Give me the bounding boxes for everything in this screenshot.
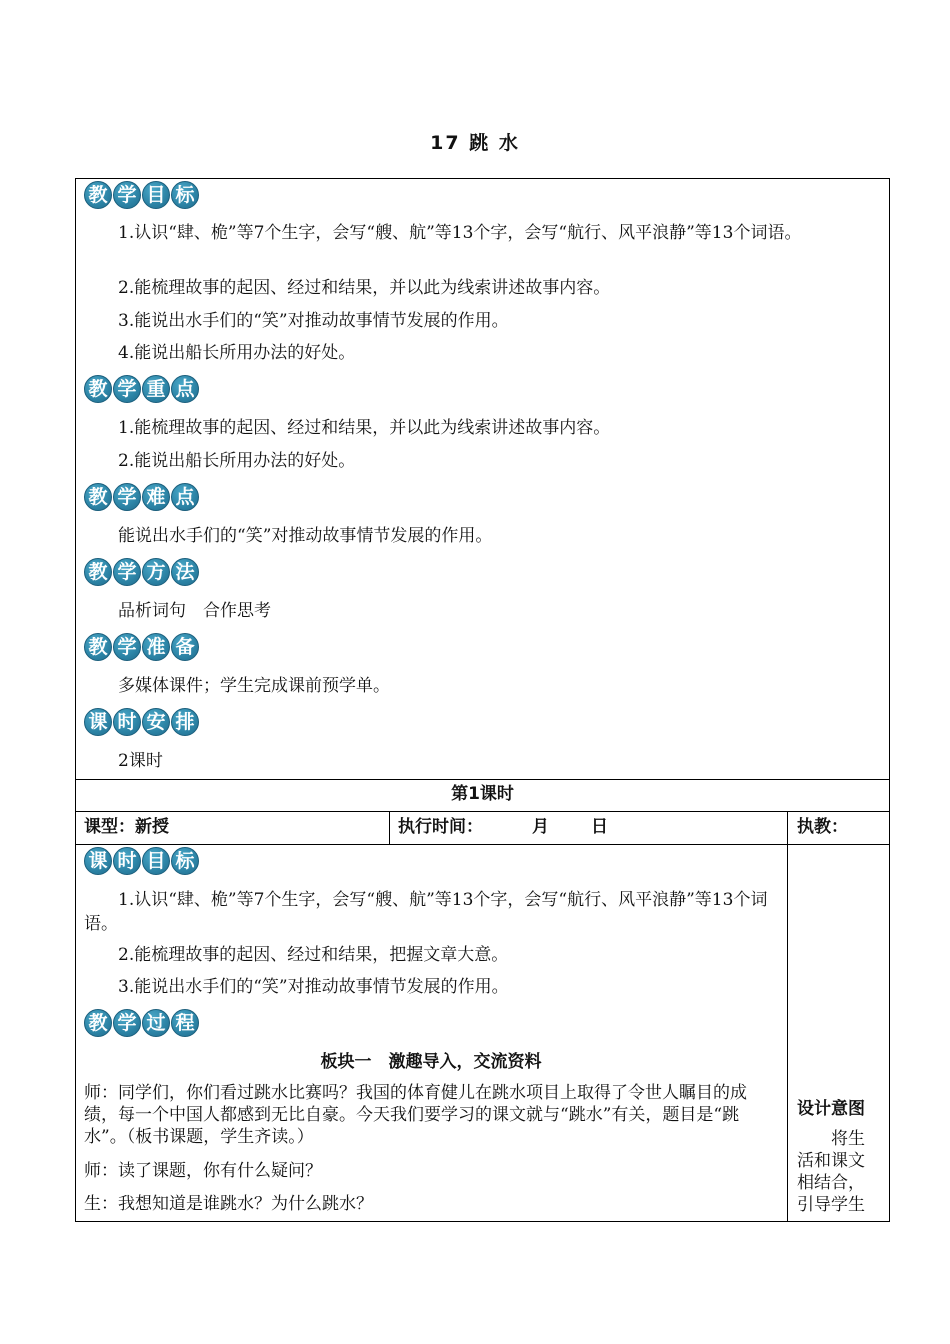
key-point-item: 1.能梳理故事的起因、经过和结果，并以此为线索讲述故事内容。 (118, 418, 611, 438)
goal-item: 2.能梳理故事的起因、经过和结果，并以此为线索讲述故事内容。 (118, 278, 611, 298)
badge-char: 目 (142, 181, 170, 209)
badge-char: 教 (84, 1009, 112, 1037)
badge-char: 学 (113, 633, 141, 661)
badge-char: 时 (113, 847, 141, 875)
badge-char: 备 (171, 633, 199, 661)
badge-char: 学 (113, 375, 141, 403)
divider (389, 811, 390, 844)
schedule-item: 2课时 (118, 751, 163, 771)
lesson-objectives-badge (84, 847, 199, 875)
schedule-badge (84, 708, 199, 736)
block-title: 板块一 激趣导入，交流资料 (320, 1052, 542, 1072)
preparation-item: 多媒体课件；学生完成课前预学单。 (118, 676, 390, 696)
objective-item: 2.能梳理故事的起因、经过和结果，把握文章大意。 (118, 945, 509, 965)
preparation-badge (84, 633, 199, 661)
dialog-line: 师：同学们，你们看过跳水比赛吗？我国的体育健儿在跳水项目上取得了令世人瞩目的成绩，每一个中国人都感到无比自豪。今天我们要学习的课文就与“跳水”有关，题目是“跳水”。（板书课题，学生齐读。） (84, 1083, 747, 1147)
key-point-item: 2.能说出船长所用办法的好处。 (118, 451, 356, 471)
lesson-type: 课型：新授 (84, 817, 169, 837)
difficulty-item: 能说出水手们的“笑”对推动故事情节发展的作用。 (118, 526, 493, 546)
goal-item: 4.能说出船长所用办法的好处。 (118, 343, 356, 363)
difficulties-badge (84, 483, 199, 511)
badge-char: 点 (171, 375, 199, 403)
dialog-line: 师：读了课题，你有什么疑问？ (84, 1161, 322, 1181)
badge-char: 教 (84, 483, 112, 511)
badge-char: 学 (113, 558, 141, 586)
page-title: 17 跳 水 (430, 132, 520, 154)
month-label: 月 (532, 817, 549, 837)
objective-item: 1.认识“肆、桅”等7个生字，会写“艘、航”等13个字，会写“航行、风平浪静”等13个词语。 (84, 890, 768, 934)
divider (787, 811, 788, 1222)
badge-char: 学 (113, 1009, 141, 1037)
teaching-goals-badge (84, 181, 199, 209)
badge-char: 点 (171, 483, 199, 511)
objective-item: 3.能说出水手们的“笑”对推动故事情节发展的作用。 (118, 977, 509, 997)
design-intent-label: 设计意图 (797, 1099, 865, 1119)
badge-char: 教 (84, 375, 112, 403)
badge-char: 法 (171, 558, 199, 586)
badge-char: 程 (171, 1009, 199, 1037)
teacher-label: 执教： (797, 817, 848, 837)
key-points-badge (84, 375, 199, 403)
badge-char: 目 (142, 847, 170, 875)
badge-char: 准 (142, 633, 170, 661)
badge-char: 重 (142, 375, 170, 403)
badge-char: 学 (113, 181, 141, 209)
badge-char: 教 (84, 181, 112, 209)
method-item: 品析词句 合作思考 (118, 601, 271, 621)
badge-char: 时 (113, 708, 141, 736)
badge-char: 课 (84, 708, 112, 736)
badge-char: 学 (113, 483, 141, 511)
execution-time-label: 执行时间： (398, 817, 483, 837)
divider (75, 811, 890, 812)
design-intent-text: 将生活和课文相结合，引导学生 (797, 1129, 865, 1215)
badge-char: 教 (84, 633, 112, 661)
badge-char: 难 (142, 483, 170, 511)
goal-item: 1.认识“肆、桅”等7个生字，会写“艘、航”等13个字，会写“航行、风平浪静”等13个词语。 (118, 223, 802, 243)
badge-char: 安 (142, 708, 170, 736)
divider (75, 844, 890, 845)
goal-item: 3.能说出水手们的“笑”对推动故事情节发展的作用。 (118, 311, 509, 331)
teaching-process-badge (84, 1009, 199, 1037)
badge-char: 标 (171, 181, 199, 209)
divider (75, 779, 890, 780)
dialog-line: 生：我想知道是谁跳水？为什么跳水？ (84, 1194, 373, 1214)
methods-badge (84, 558, 199, 586)
lesson-heading: 第1课时 (451, 784, 514, 804)
badge-char: 排 (171, 708, 199, 736)
badge-char: 过 (142, 1009, 170, 1037)
badge-char: 标 (171, 847, 199, 875)
badge-char: 课 (84, 847, 112, 875)
day-label: 日 (591, 817, 608, 837)
badge-char: 教 (84, 558, 112, 586)
badge-char: 方 (142, 558, 170, 586)
